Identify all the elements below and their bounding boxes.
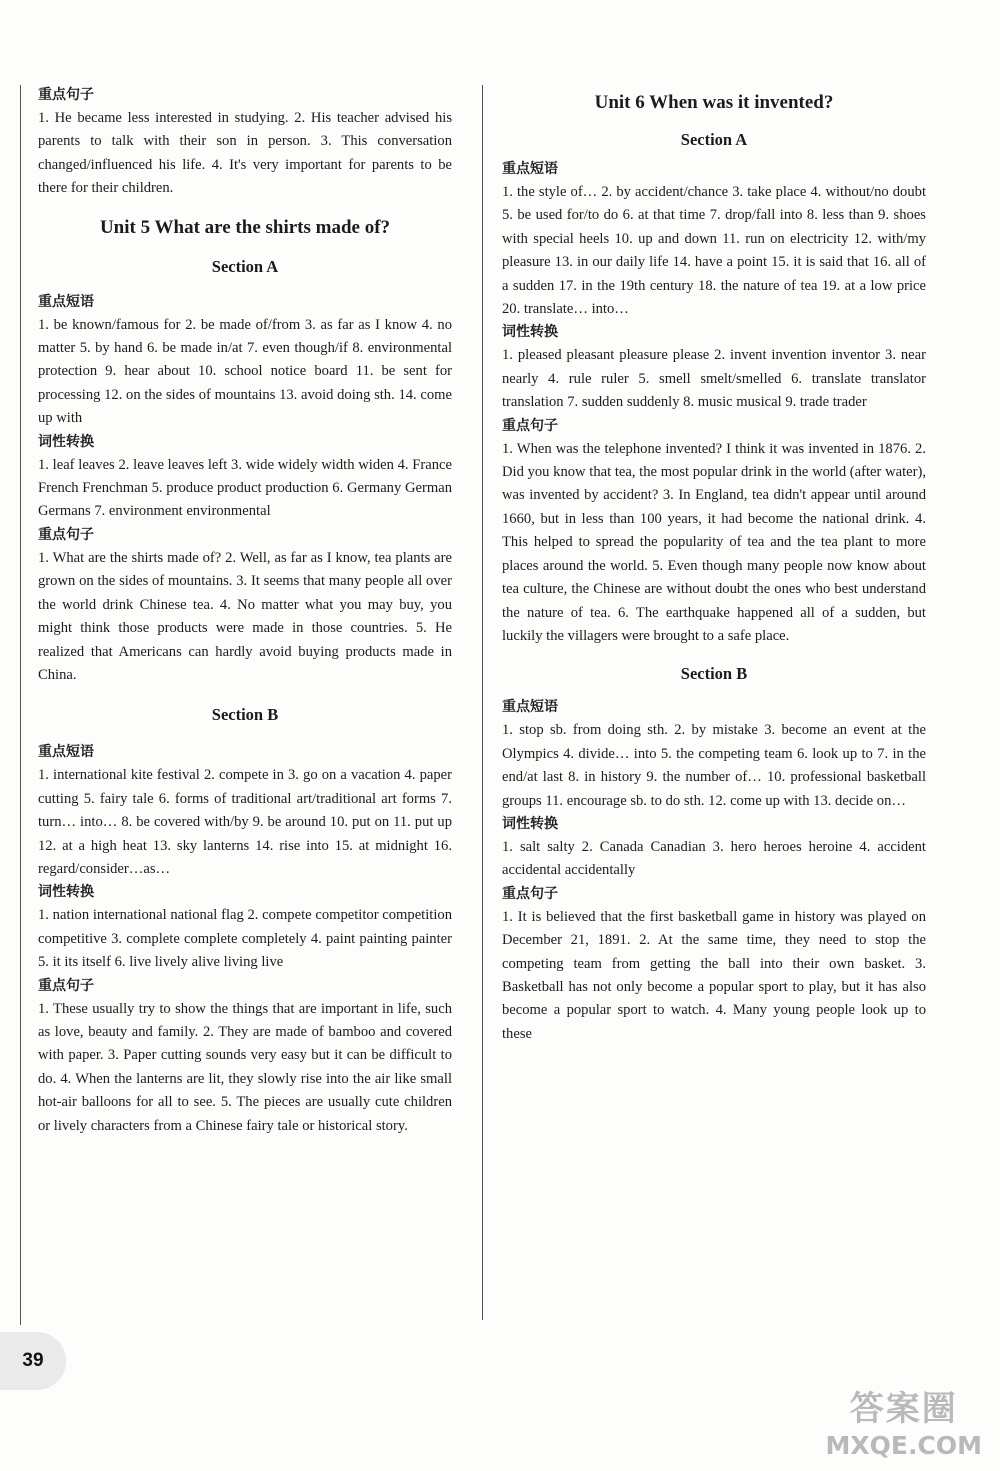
u5b-phrases-label: 重点短语 — [38, 744, 94, 761]
unit-5-title: Unit 5 What are the shirts made of? — [99, 216, 391, 238]
u6a-wordform: 1. pleased pleasant pleasure please 2. invent invention inventor 3. near nearly 4. rule ruler 5. smell smelt/smelled 6. translate translator translation 7. sudden suddenly 8. music musical 9. trade trader — [502, 347, 926, 411]
u6b-sentences: 1. It is believed that the first basketball game in history was played on December 21, 1891. 2. At the same time, they need to stop the competing team from getting the ball into their own basket. 3. Basketball has not only become a popular sport to play, but it has also become a popular sport to watch. 4. Many young people look up to these — [502, 908, 926, 1042]
u6a-sentences: 1. When was the telephone invented? I think it was invented in 1876. 2. Did you know that tea, the most popular drink in the world (after water), was invented by accident? 3. In England, tea didn't appear until around 1660, but in less than 100 years, it had become the national drink. 4. This helped to spread the popularity of tea and the tea plant to more places around the world. 5. Even though many people now know about tea culture, the Chinese are without doubt the ones who best understand the nature of tea. 6. The earthquake happened all of a sudden, but luckily the villagers were brought to a safe place. — [502, 440, 926, 644]
prev-sentences-text: 1. He became less interested in studying. 2. His teacher advised his parents to talk with their son in person. 3. This conversation changed/influenced his life. 4. It's very important for parents to be there for their children. — [38, 110, 452, 197]
u6a-sentences-label: 重点句子 — [502, 417, 558, 434]
u5b-wordform-label: 词性转换 — [38, 884, 94, 901]
u5a-sentences-label: 重点句子 — [38, 526, 94, 543]
left-column — [38, 84, 452, 1138]
left-margin-rule — [20, 85, 21, 1325]
u6b-wordform: 1. salt salty 2. Canada Canadian 3. hero heroes heroine 4. accident accidental accidentally — [502, 838, 926, 879]
right-column — [502, 84, 926, 1046]
u6b-phrases: 1. stop sb. from doing sth. 2. by mistake 3. become an event at the Olympics 4. divide… into 5. the competing team 6. look up to 7. in the end/at last 8. in history 9. the number of… 10. professional basketball groups 11. encourage sb. to do sth. 12. come up with 13. decide on… — [502, 722, 926, 809]
u5a-sentences: 1. What are the shirts made of? 2. Well, as far as I know, tea plants are grown on the sides of mountains. 3. It seems that many people all over the world drink Chinese tea. 4. No matter what you may buy, you might think those products were made in those countries. 5. He realized that Americans can hardly avoid buying products made in China. — [38, 549, 452, 683]
unit-5-section-a-title: Section A — [211, 256, 279, 276]
site-watermark — [826, 1387, 982, 1461]
unit-6-title: Unit 6 When was it invented? — [594, 92, 834, 113]
prev-sentences-label: 重点句子 — [38, 87, 94, 103]
u5a-phrases: 1. be known/famous for 2. be made of/from 3. as far as I know 4. no matter 5. by hand 6. be made in/at 7. even though/if 8. environmental protection 9. hear about 10. school notice board 11. be sent for processing 12. on the sides of mountains 13. avoid doing sth. 14. come up with — [38, 316, 452, 427]
u6b-wordform-label: 词性转换 — [502, 815, 558, 832]
unit-6-section-b-title: Section B — [680, 664, 748, 684]
u6b-phrases-label: 重点短语 — [502, 699, 558, 716]
u6a-wordform-label: 词性转换 — [502, 324, 558, 341]
column-divider — [482, 85, 483, 1320]
unit-5-section-b-title: Section B — [211, 705, 279, 725]
u6b-sentences-label: 重点句子 — [502, 885, 558, 902]
u5a-wordform: 1. leaf leaves 2. leave leaves left 3. wide widely width widen 4. France French Frenchman 5. produce product production 6. Germany German Germans 7. environment environmental — [38, 456, 452, 520]
u5b-wordform: 1. nation international national flag 2. compete competitor competition competitive 3. complete complete completely 4. paint painting painter 5. it its itself 6. live lively alive living live — [38, 907, 452, 971]
u5b-sentences: 1. These usually try to show the things that are important in life, such as love, beauty and family. 2. They are made of bamboo and covered with paper. 3. Paper cutting sounds very easy but it can be difficult to do. 4. When the lanterns are lit, they slowly rise into the air like small hot-air balloons for all to see. 5. The pieces are usually cute children or lively characters from a Chinese fairy tale or historical story. — [38, 1000, 452, 1134]
u5b-phrases: 1. international kite festival 2. compete in 3. go on a vacation 4. paper cutting 5. fairy tale 6. forms of traditional art/traditional art forms 7. turn… into… 8. be covered with/by 9. be around 10. put on 11. put up 12. at a high heat 13. sky lanterns 14. rise into 15. at midnight 16. regard/consider…as… — [38, 767, 452, 877]
watermark-logo-text: 答案圈 — [849, 1389, 958, 1429]
u5a-wordform-label: 词性转换 — [38, 433, 94, 450]
u6a-phrases: 1. the style of… 2. by accident/chance 3. take place 4. without/no doubt 5. be used for/to do 6. at that time 7. drop/fall into 8. less than 9. shoes with special heels 10. up and down 11. run on electricity 12. with/my pleasure 13. in our daily life 14. have a point 15. it is said that 16. all of a sudden 17. in the 19th century 18. the nature of tea 19. at a low price 20. translate… into… — [502, 184, 926, 318]
unit-6-section-a-title: Section A — [680, 130, 748, 149]
u5a-phrases-label: 重点短语 — [38, 293, 94, 310]
u6a-phrases-label: 重点短语 — [502, 161, 558, 177]
page-number: 39 — [0, 1332, 66, 1390]
u5b-sentences-label: 重点句子 — [38, 977, 94, 994]
watermark-url: MXQE.COM — [825, 1431, 982, 1460]
